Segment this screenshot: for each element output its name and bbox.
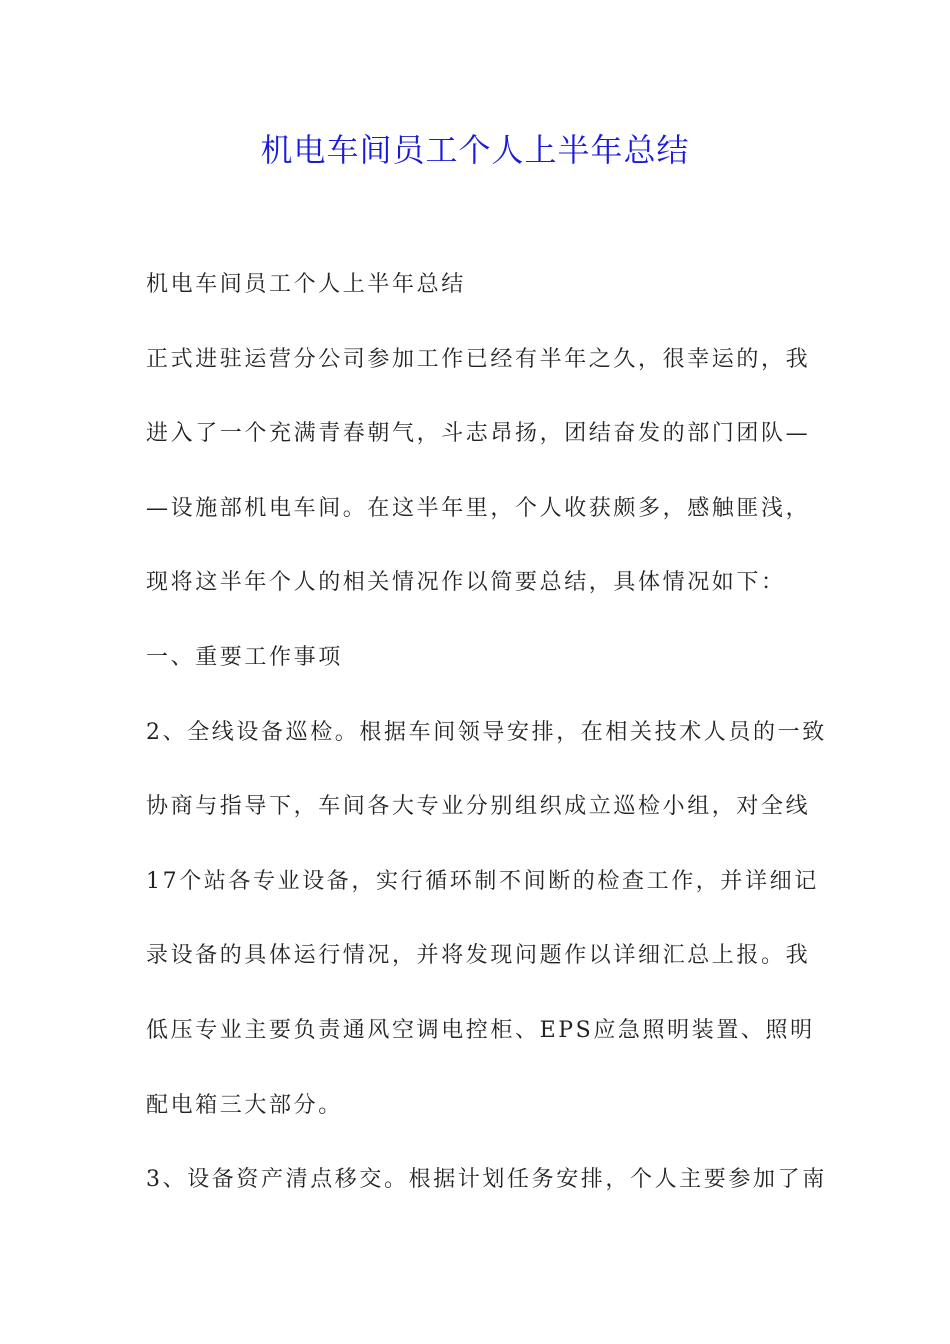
paragraph-line: 配电箱三大部分。 [146,1092,343,1118]
paragraph-line: —设施部机电车间。在这半年里，个人收获颇多，感触匪浅， [146,495,811,521]
subtitle-paragraph [146,266,806,303]
paragraph-line: 正式进驻运营分公司参加工作已经有半年之久，很幸运的，我 [146,346,811,372]
paragraph-line: 进入了一个充满青春朝气，斗志昂扬，团结奋发的部门团队— [146,421,811,447]
intro-paragraph [146,341,811,602]
paragraph-line: 3、设备资产清点移交。根据计划任务安排，个人主要参加了南 [146,1167,827,1193]
paragraph-line: 现将这半年个人的相关情况作以简要总结，具体情况如下： [146,570,786,596]
subtitle-line: 机电车间员工个人上半年总结 [146,272,466,297]
document-title: 机电车间员工个人上半年总结 [260,131,690,169]
section-heading-line: 一、重要工作事项 [146,644,343,670]
paragraph-line: 录设备的具体运行情况，并将发现问题作以详细汇总上报。我 [146,943,811,969]
paragraph-line: 协商与指导下，车间各大专业分别组织成立巡检小组，对全线 [146,794,811,820]
section-heading [146,639,806,676]
paragraph-line: 17个站各专业设备，实行循环制不间断的检查工作，并详细记 [146,868,819,894]
paragraph-line: 2、全线设备巡检。根据车间领导安排，在相关技术人员的一致 [146,719,827,745]
item-2-paragraph [146,714,827,1124]
item-3-paragraph [146,1161,827,1198]
paragraph-line: 低压专业主要负责通风空调电控柜、EPS应急照明装置、照明 [146,1017,815,1043]
document-body [146,266,827,1236]
